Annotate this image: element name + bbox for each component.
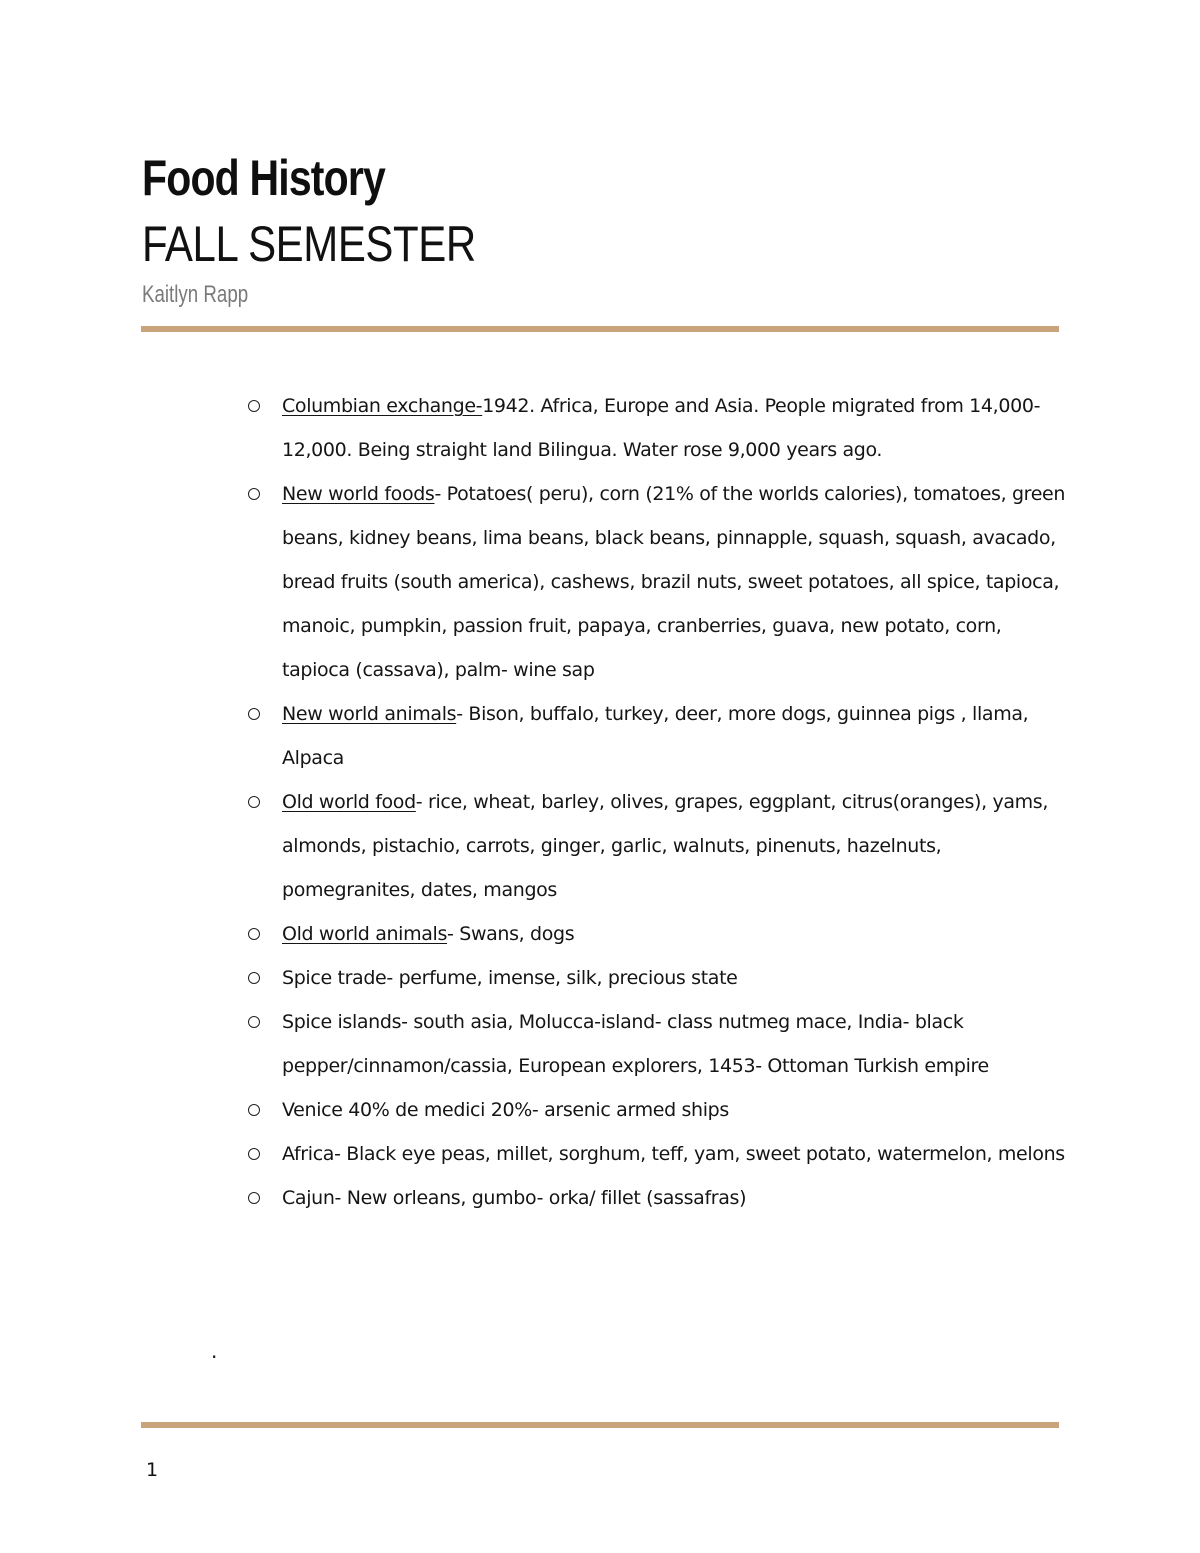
header-divider — [141, 326, 1059, 332]
trailing-period: . — [211, 1339, 218, 1363]
note-text: Venice 40% de medici 20%- arsenic armed ships — [282, 1099, 729, 1121]
note-term: New world animals — [282, 703, 457, 725]
circle-bullet-icon — [248, 400, 260, 412]
circle-bullet-icon — [248, 1104, 260, 1116]
notes-list — [244, 384, 1074, 1220]
circle-bullet-icon — [248, 1192, 260, 1204]
list-item — [244, 780, 1074, 912]
note-text: - Swans, dogs — [447, 923, 575, 945]
note-term: Old world animals — [282, 923, 448, 945]
note-term: Old world food — [282, 791, 416, 813]
note-text: - Potatoes( peru), corn (21% of the worlds calories), tomatoes, green beans, kidney beans, lima beans, black beans, pinnapple, squash, squash, avacado, bread fruits (south america), cashews, brazil nuts, sweet potatoes, all spice, tapioca, manoic, pumpkin, passion fruit, papaya, cranberries, guava, new potato, corn, tapioca (cassava), palm- wine sap — [282, 483, 1066, 681]
note-text: - rice, wheat, barley, olives, grapes, eggplant, citrus(oranges), yams, almonds, pistachio, carrots, ginger, garlic, walnuts, pinenuts, hazelnuts, pomegranites, dates, mangos — [282, 791, 1049, 901]
list-item — [244, 384, 1074, 472]
circle-bullet-icon — [248, 796, 260, 808]
footer-divider — [141, 1422, 1059, 1428]
note-text: Spice trade- perfume, imense, silk, precious state — [282, 967, 738, 989]
document-title: Food History — [142, 150, 385, 206]
circle-bullet-icon — [248, 488, 260, 500]
note-text: Spice islands- south asia, Molucca-island- class nutmeg mace, India- black pepper/cinnamon/cassia, European explorers, 1453- Ottoman Turkish empire — [282, 1011, 989, 1077]
circle-bullet-icon — [248, 1016, 260, 1028]
note-text: Cajun- New orleans, gumbo- orka/ fillet (sassafras) — [282, 1187, 747, 1209]
circle-bullet-icon — [248, 928, 260, 940]
note-text: - Bison, buffalo, turkey, deer, more dogs, guinnea pigs , llama, Alpaca — [282, 703, 1029, 769]
list-item — [244, 1176, 1074, 1220]
list-item — [244, 1000, 1074, 1088]
list-item — [244, 912, 1074, 956]
note-term: Columbian exchange- — [282, 395, 483, 417]
note-term: New world foods — [282, 483, 435, 505]
list-item — [244, 956, 1074, 1000]
list-item — [244, 692, 1074, 780]
note-text: 1942. Africa, Europe and Asia. People migrated from 14,000-12,000. Being straight land Bilingua. Water rose 9,000 years ago. — [282, 395, 1041, 461]
list-item — [244, 1132, 1074, 1176]
list-item — [244, 472, 1074, 692]
note-text: Africa- Black eye peas, millet, sorghum, teff, yam, sweet potato, watermelon, melons — [282, 1143, 1065, 1165]
circle-bullet-icon — [248, 972, 260, 984]
circle-bullet-icon — [248, 708, 260, 720]
document-author: Kaitlyn Rapp — [142, 281, 249, 308]
list-item — [244, 1088, 1074, 1132]
document-subtitle: FALL SEMESTER — [142, 216, 476, 272]
page-number: 1 — [146, 1459, 159, 1481]
circle-bullet-icon — [248, 1148, 260, 1160]
